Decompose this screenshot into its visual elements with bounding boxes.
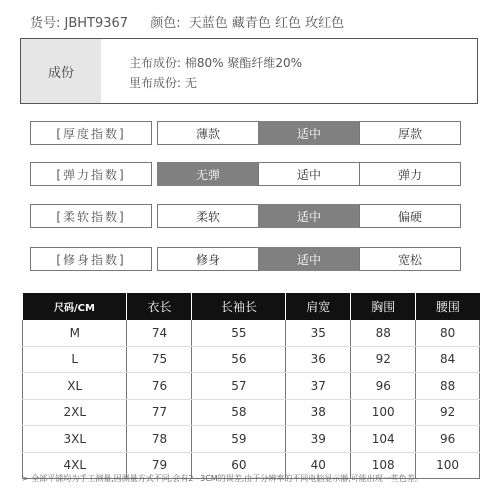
table-cell: 84 bbox=[416, 346, 480, 373]
lining-fabric: 里布成份: 无 bbox=[129, 76, 197, 90]
index-option-selected: 适中 bbox=[258, 204, 360, 228]
table-cell: 35 bbox=[286, 320, 351, 346]
sku-text: 货号: JBHT9367 bbox=[30, 16, 129, 31]
table-cell: XL bbox=[23, 373, 127, 400]
index-option: 修身 bbox=[157, 247, 259, 271]
table-cell: 88 bbox=[416, 373, 480, 400]
index-option: 厚款 bbox=[359, 121, 461, 145]
table-cell: 59 bbox=[192, 426, 286, 453]
index-label: [厚度指数] bbox=[30, 121, 152, 145]
index-row bbox=[30, 204, 464, 228]
index-label: [修身指数] bbox=[30, 247, 152, 271]
column-header: 肩宽 bbox=[286, 293, 351, 320]
column-header: 腰围 bbox=[416, 293, 480, 320]
shell-fabric: 主布成份: 棉80% 聚酯纤维20% bbox=[129, 56, 303, 70]
size-chart bbox=[22, 293, 480, 479]
table-row bbox=[23, 373, 480, 400]
table-cell: 60 bbox=[192, 452, 286, 479]
table-cell: 4XL bbox=[23, 452, 127, 479]
table-cell: 39 bbox=[286, 426, 351, 453]
table-cell: 55 bbox=[192, 320, 286, 346]
table-cell: 75 bbox=[127, 346, 192, 373]
index-option-selected: 适中 bbox=[258, 121, 360, 145]
table-cell: 37 bbox=[286, 373, 351, 400]
column-header: 胸围 bbox=[351, 293, 416, 320]
table-cell: 80 bbox=[416, 320, 480, 346]
table-row bbox=[23, 399, 480, 426]
size-chart-header bbox=[23, 293, 480, 320]
colors-list: 天蓝色 藏青色 红色 玫红色 bbox=[188, 16, 345, 31]
composition-details bbox=[129, 53, 302, 93]
column-header: 长袖长 bbox=[192, 293, 286, 320]
table-cell: L bbox=[23, 346, 127, 373]
table-cell: 92 bbox=[351, 346, 416, 373]
index-option: 薄款 bbox=[157, 121, 259, 145]
table-cell: 40 bbox=[286, 452, 351, 479]
table-row bbox=[23, 320, 480, 346]
table-cell: 92 bbox=[416, 399, 480, 426]
table-cell: 2XL bbox=[23, 399, 127, 426]
table-cell: 58 bbox=[192, 399, 286, 426]
index-label: [弹力指数] bbox=[30, 162, 152, 186]
index-row bbox=[30, 121, 464, 145]
index-option: 适中 bbox=[258, 162, 360, 186]
composition-box bbox=[20, 38, 478, 104]
table-cell: 36 bbox=[286, 346, 351, 373]
table-cell: 57 bbox=[192, 373, 286, 400]
column-header: 尺码/CM bbox=[23, 293, 127, 320]
product-header bbox=[30, 12, 344, 31]
table-cell: 76 bbox=[127, 373, 192, 400]
composition-label: 成份 bbox=[21, 39, 101, 103]
table-cell: 79 bbox=[127, 452, 192, 479]
index-row bbox=[30, 162, 464, 186]
table-row bbox=[23, 346, 480, 373]
index-option: 柔软 bbox=[157, 204, 259, 228]
table-cell: M bbox=[23, 320, 127, 346]
table-cell: 3XL bbox=[23, 426, 127, 453]
table-cell: 88 bbox=[351, 320, 416, 346]
table-cell: 108 bbox=[351, 452, 416, 479]
index-option: 宽松 bbox=[359, 247, 461, 271]
table-cell: 96 bbox=[351, 373, 416, 400]
table-cell: 74 bbox=[127, 320, 192, 346]
table-cell: 104 bbox=[351, 426, 416, 453]
table-cell: 56 bbox=[192, 346, 286, 373]
index-option-selected: 适中 bbox=[258, 247, 360, 271]
column-header: 衣长 bbox=[127, 293, 192, 320]
index-option-selected: 无弹 bbox=[157, 162, 259, 186]
index-label: [柔软指数] bbox=[30, 204, 152, 228]
size-chart-body bbox=[23, 320, 480, 479]
table-cell: 100 bbox=[416, 452, 480, 479]
table-row bbox=[23, 426, 480, 453]
index-option: 弹力 bbox=[359, 162, 461, 186]
index-row bbox=[30, 247, 464, 271]
table-cell: 38 bbox=[286, 399, 351, 426]
measurement-note: > 全部平铺均为手工测量,因测量方式不同,会有2~3CM的误差,由于分辨率的不同电脑显示器,可能出现一些色差。 bbox=[22, 474, 423, 483]
colors-label: 颜色: bbox=[150, 16, 181, 31]
table-cell: 77 bbox=[127, 399, 192, 426]
table-cell: 100 bbox=[351, 399, 416, 426]
table-cell: 96 bbox=[416, 426, 480, 453]
index-option: 偏硬 bbox=[359, 204, 461, 228]
table-cell: 78 bbox=[127, 426, 192, 453]
